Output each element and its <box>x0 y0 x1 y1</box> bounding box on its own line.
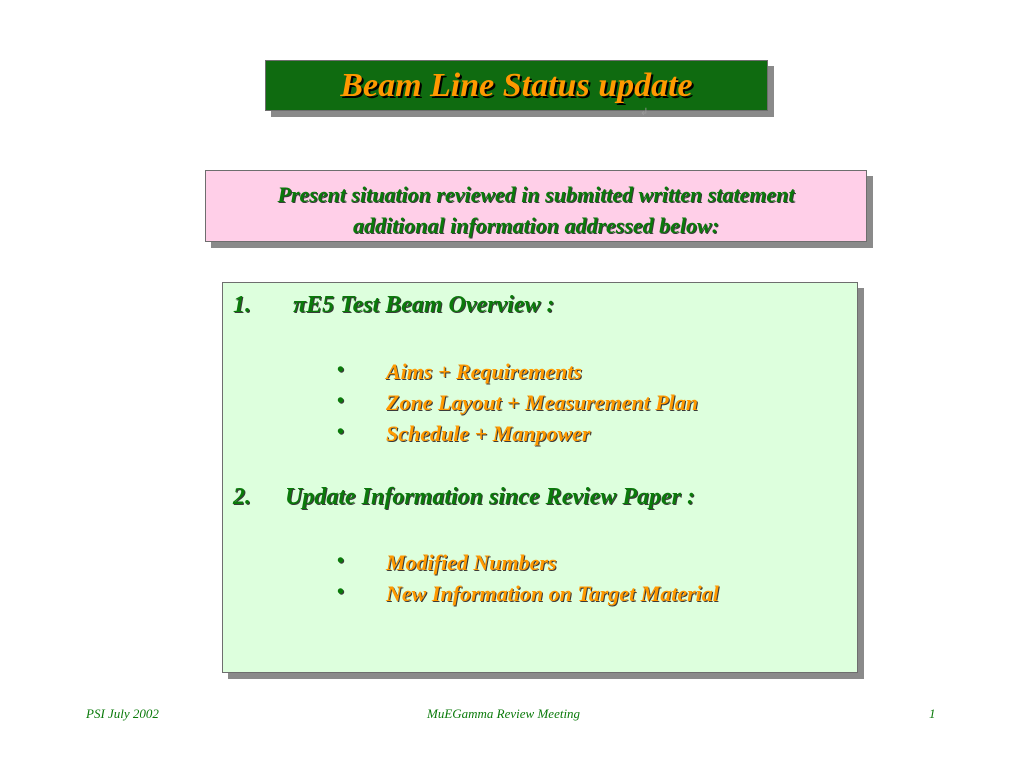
bullet-text: Modified Numbers <box>386 550 557 575</box>
footer-page-number: 1 <box>929 706 936 721</box>
bullet-text: New Information on Target Material <box>386 581 719 606</box>
section-1-number: 1. <box>233 292 251 318</box>
bullet-icon: • <box>337 359 345 381</box>
intro-box <box>205 170 867 242</box>
intro-line-2: additional information addressed below: <box>352 213 720 238</box>
bullet-icon: • <box>337 390 345 412</box>
bullet-text: Schedule + Manpower <box>386 421 591 446</box>
section-2-title: Update Information since Review Paper : <box>285 484 695 510</box>
slide-title: Beam Line Status update <box>340 66 693 104</box>
bullet-text: Zone Layout + Measurement Plan <box>386 390 698 415</box>
section-2-number: 2. <box>233 484 251 510</box>
footer-meeting: MuEGamma Review Meeting <box>427 706 581 721</box>
bullet-icon: • <box>337 581 345 603</box>
return-arrow-icon: ↲ <box>640 107 649 118</box>
intro-line-1: Present situation reviewed in submitted written statement <box>277 182 795 207</box>
section-1-title: πE5 Test Beam Overview : <box>293 292 555 318</box>
bullet-icon: • <box>337 421 345 443</box>
bullet-text: Aims + Requirements <box>386 359 582 384</box>
content-box <box>222 282 858 673</box>
title-box <box>265 60 768 111</box>
footer-date: PSI July 2002 <box>86 706 159 721</box>
bullet-icon: • <box>337 550 345 572</box>
